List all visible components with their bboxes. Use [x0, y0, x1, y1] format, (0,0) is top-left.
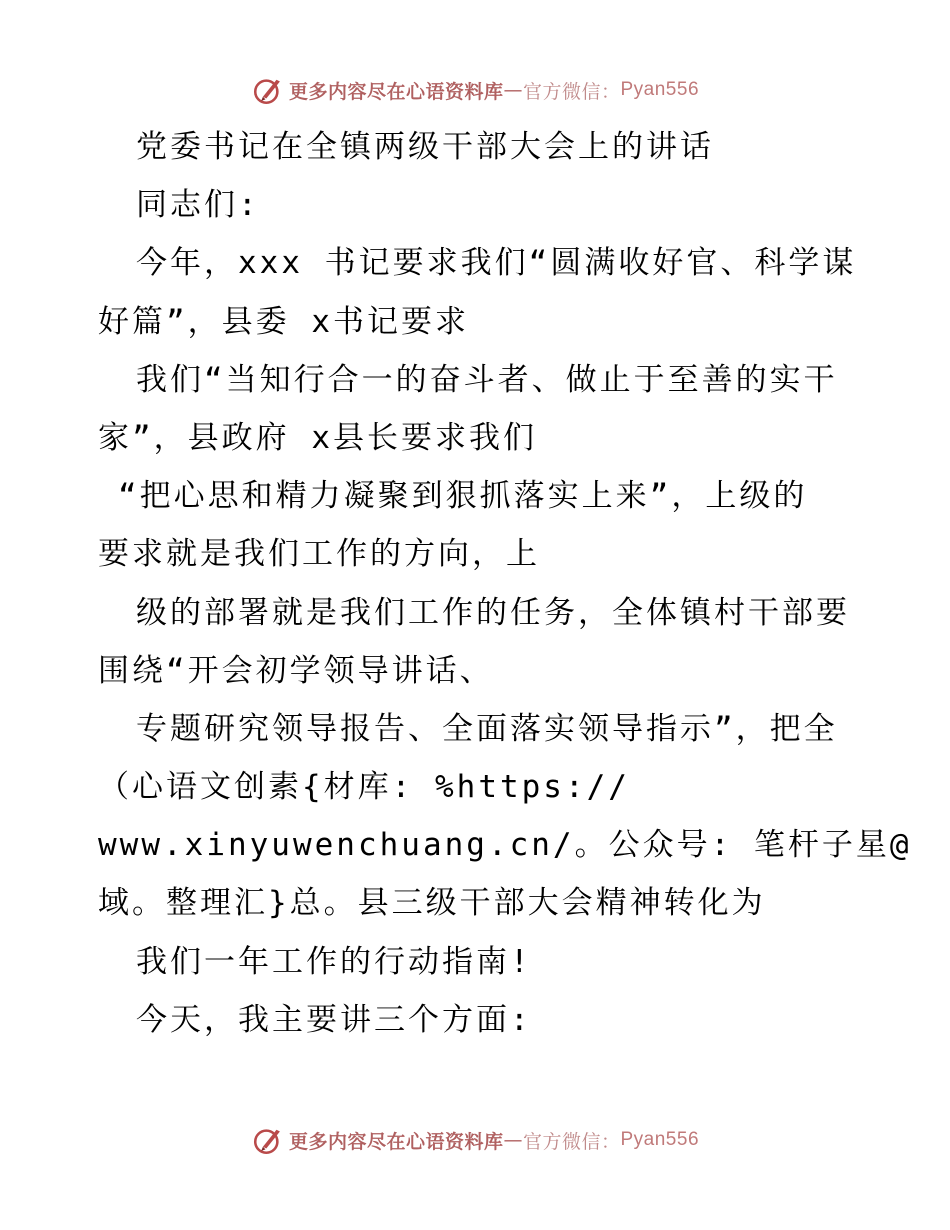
text-line: 同志们: — [136, 187, 260, 224]
text-line: （心语文创素{材库: %https:// — [98, 769, 630, 806]
text-line: 我们“当知行合一的奋斗者、做止于至善的实干 — [136, 361, 838, 398]
text-line: 我们一年工作的行动指南! — [136, 943, 532, 980]
text-line: 要求就是我们工作的方向，上 — [98, 536, 540, 573]
banner-wechat-handle: Pyan556 — [620, 1129, 700, 1150]
document-body — [98, 118, 912, 1049]
text-line: 好篇”，县委 x书记要求 — [98, 303, 469, 340]
text-line: 专题研究领导报告、全面落实领导指示”，把全 — [136, 710, 838, 747]
banner-wechat-label: 官方微信： — [522, 1130, 621, 1153]
text-line: www.xinyuwenchuang.cn/。公众号: 笔杆子星@ — [98, 827, 912, 864]
document-title: 党委书记在全镇两级干部大会上的讲话 — [136, 129, 714, 165]
header-banner — [0, 72, 950, 108]
text-line: 今天，我主要讲三个方面: — [136, 1001, 532, 1038]
banner-wechat-label: 官方微信： — [522, 80, 621, 103]
banner-dash: — — [503, 1129, 523, 1151]
text-line: 围绕“开会初学领导讲话、 — [98, 652, 494, 689]
banner-wechat-handle: Pyan556 — [620, 79, 700, 100]
text-line: 域。整理汇}总。县三级干部大会精神转化为 — [98, 885, 766, 922]
text-line: 家”，县政府 x县长要求我们 — [98, 419, 537, 456]
banner-main-text: 更多内容尽在心语资料库 — [288, 80, 504, 103]
banner-dash: — — [503, 79, 523, 101]
text-line: “把心思和精力凝聚到狠抓落实上来”，上级的 — [118, 478, 808, 515]
text-line: 级的部署就是我们工作的任务，全体镇村干部要 — [136, 594, 850, 631]
banner-main-text: 更多内容尽在心语资料库 — [288, 1130, 504, 1153]
footer-banner — [0, 1122, 950, 1158]
quill-logo-icon — [251, 73, 285, 107]
quill-logo-icon — [251, 1123, 285, 1157]
text-line: 今年，xxx 书记要求我们“圆满收好官、科学谋 — [136, 245, 857, 282]
